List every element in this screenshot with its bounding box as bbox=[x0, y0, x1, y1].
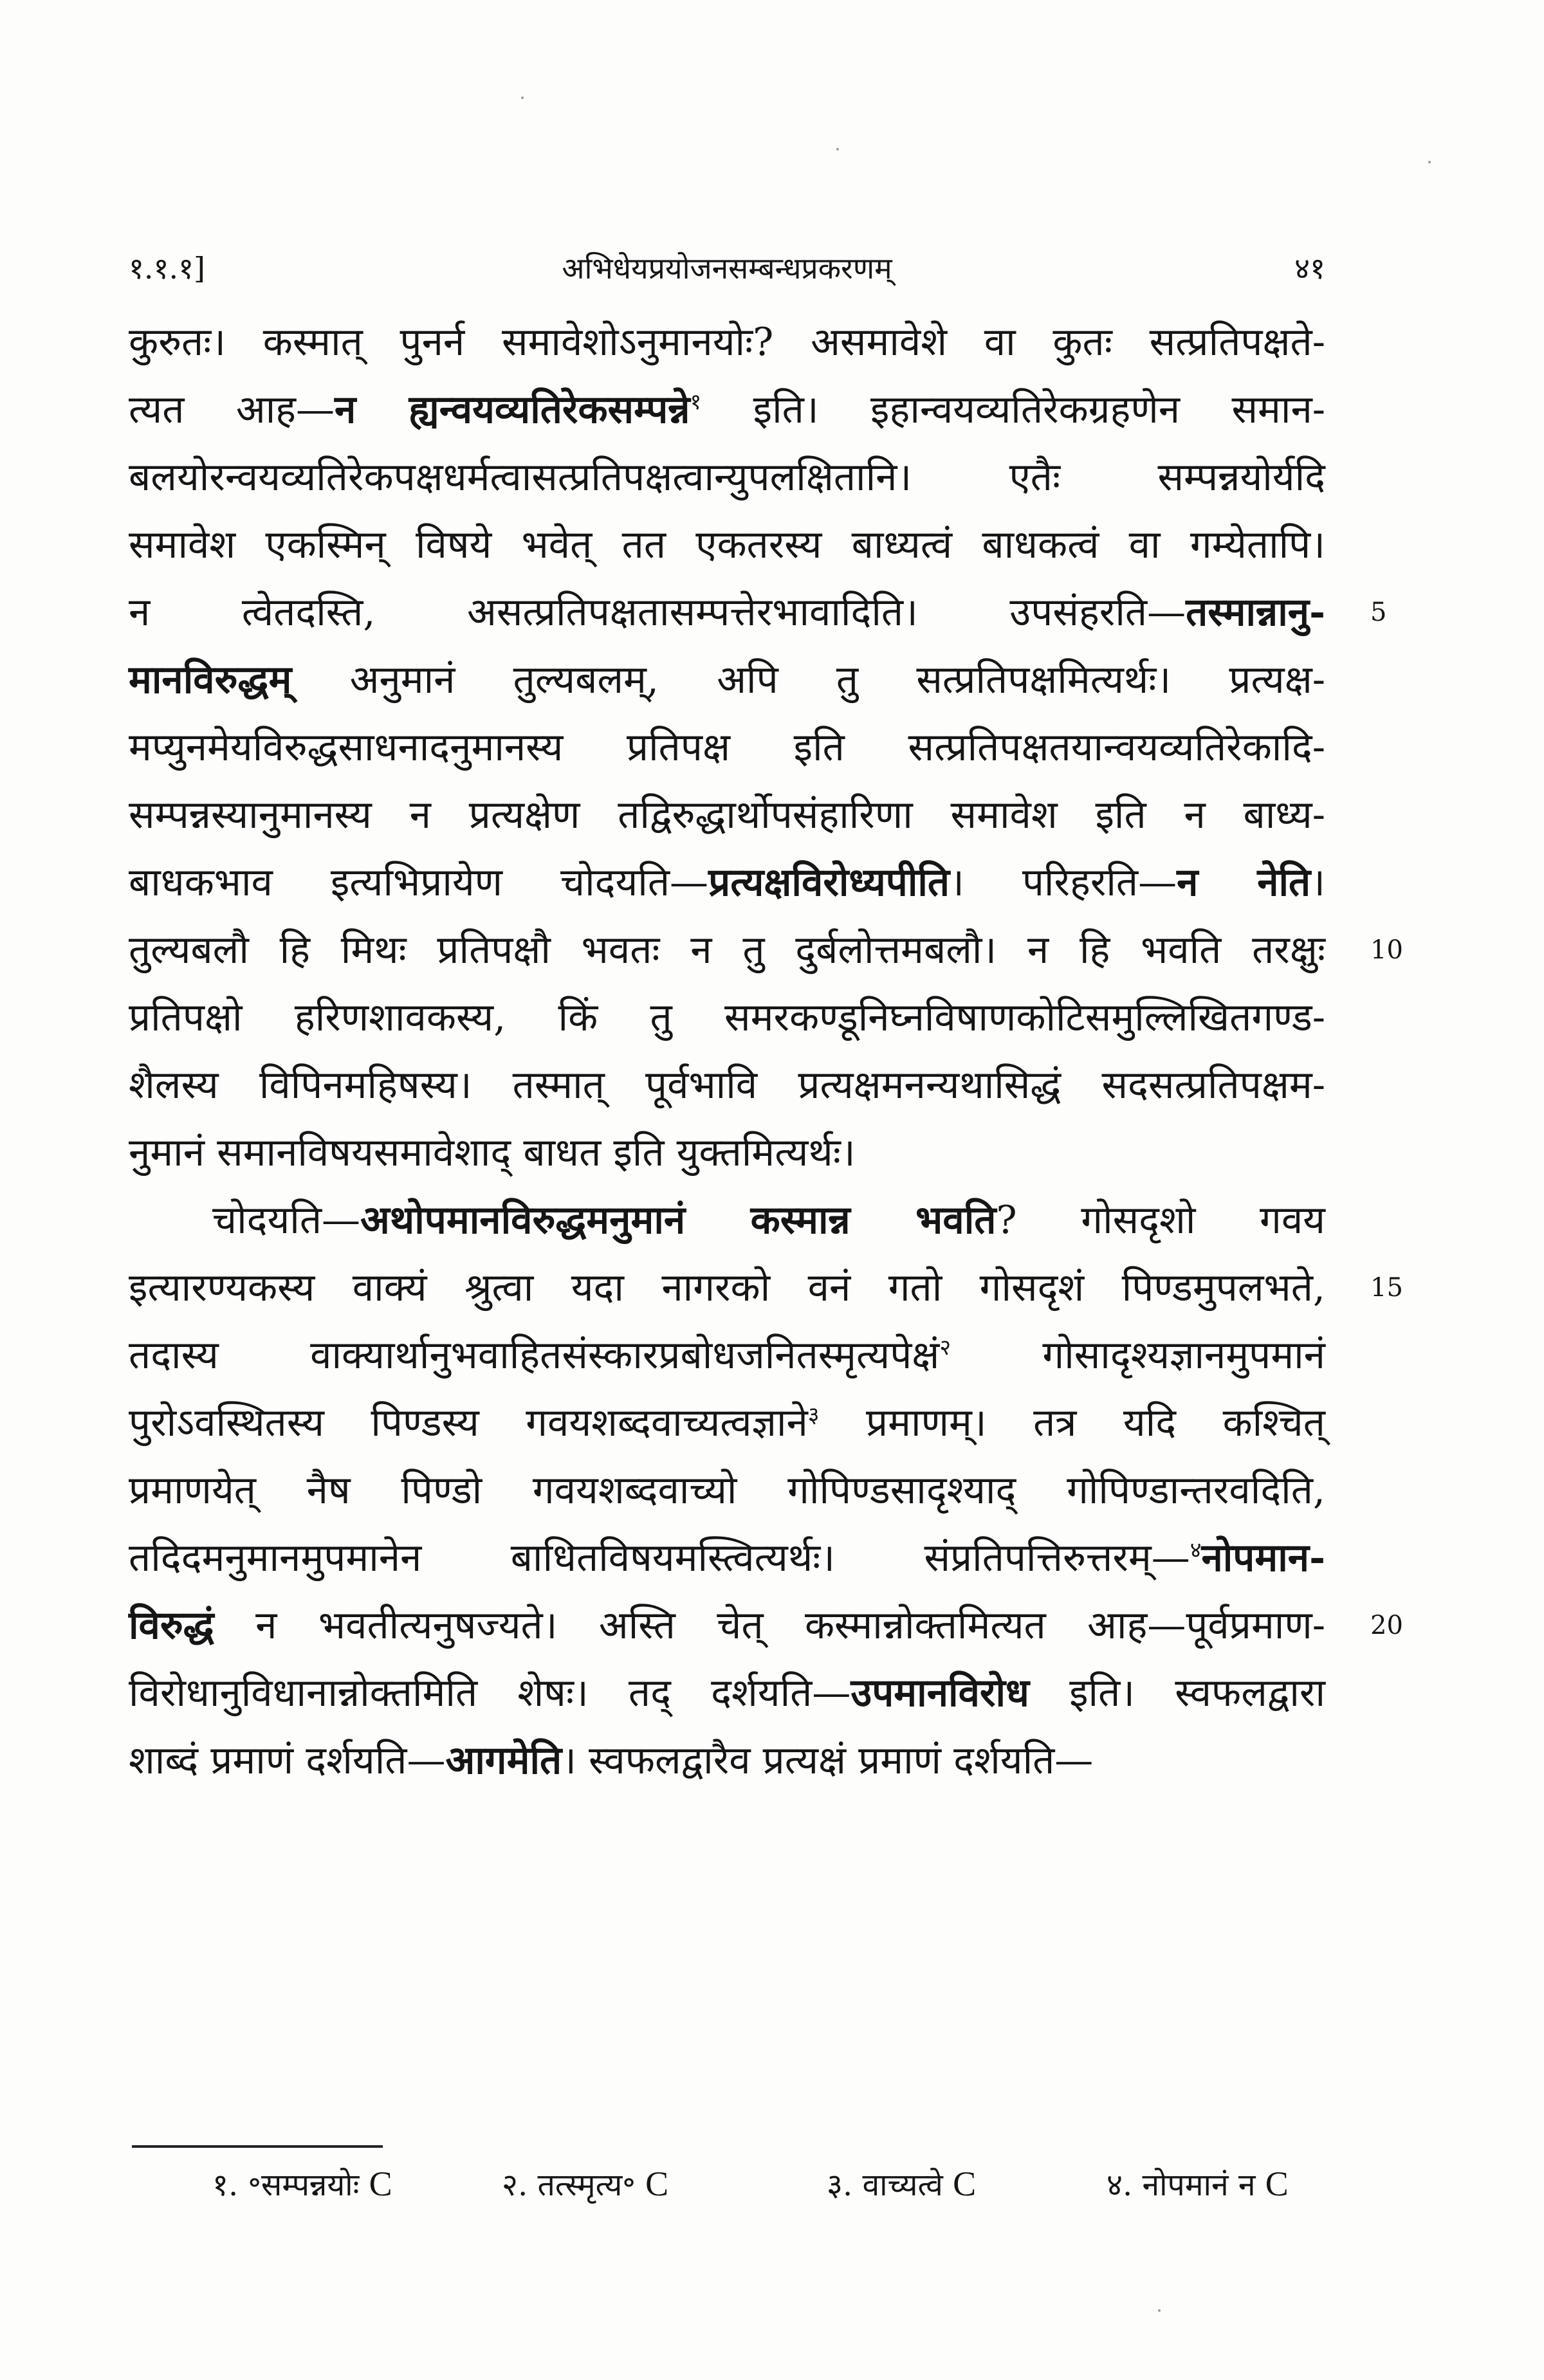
text-line bbox=[129, 1119, 1325, 1187]
bold-lemma: विरुद्धं bbox=[129, 1603, 214, 1648]
line-number-5: 5 bbox=[1370, 598, 1387, 627]
bold-lemma: उपमानविरोध bbox=[850, 1671, 1029, 1716]
text-run: इति। स्वफलद्वारा bbox=[1029, 1671, 1325, 1716]
footnote-divider bbox=[132, 2145, 383, 2148]
footnote-reading: ॰सम्पन्नयोः bbox=[248, 2167, 360, 2203]
footnote-marker: ४ bbox=[1190, 1537, 1202, 1563]
text-run: कुरुतः। कस्मात् पुनर्न समावेशोऽनुमानयोः? असमावेशे वा कुतः सत्प्रतिपक्षते- bbox=[129, 320, 1325, 365]
text-run: इति। इहान्वयव्यतिरेकग्रहणेन समान- bbox=[701, 387, 1326, 432]
footnote-4 bbox=[1107, 2158, 1289, 2211]
text-line bbox=[129, 1457, 1325, 1524]
text-line bbox=[129, 1322, 1325, 1389]
footnote-3 bbox=[827, 2158, 976, 2211]
text-run: । परिहरति— bbox=[950, 860, 1177, 905]
text-run: प्रमाणम्। तत्र यदि कश्चित् bbox=[819, 1400, 1325, 1445]
text-line bbox=[129, 1727, 1325, 1795]
bold-lemma: न ह्यन्वयव्यतिरेकसम्पन्ने bbox=[335, 387, 690, 432]
text-run: सम्पन्नस्यानुमानस्य न प्रत्यक्षेण तद्विरुद्धार्थोपसंहारिणा समावेश इति न बाध्य- bbox=[129, 792, 1325, 838]
text-run: मप्युनमेयविरुद्धसाधनादनुमानस्य प्रतिपक्ष इति सत्प्रतिपक्षतयान्वयव्यतिरेकादि- bbox=[129, 725, 1325, 770]
text-run: समावेश एकस्मिन् विषये भवेत् तत एकतरस्य बाध्यत्वं बाधकत्वं वा गम्येतापि। bbox=[129, 522, 1325, 567]
text-run: बाधकभाव इत्यभिप्रायेण चोदयति— bbox=[129, 860, 709, 905]
text-run: त्यत आह— bbox=[129, 387, 335, 432]
page-number: ४१ bbox=[1294, 251, 1325, 286]
text-run: प्रमाणयेत् नैष पिण्डो गवयशब्दवाच्यो गोपिण्डसादृश्याद् गोपिण्डान्तरवदिति, bbox=[129, 1468, 1325, 1513]
bold-lemma: आगमेति bbox=[445, 1738, 562, 1783]
bold-lemma: तस्मान्नानु- bbox=[1186, 590, 1325, 635]
bold-lemma: न नेति bbox=[1177, 860, 1311, 905]
text-run: तुल्यबलौ हि मिथः प्रतिपक्षौ भवतः न तु दुर्बलोत्तमबलौ। न हि भवति तरक्षुः bbox=[129, 928, 1325, 973]
scan-speck bbox=[836, 148, 839, 151]
footnote-number: ४. bbox=[1107, 2167, 1133, 2203]
text-run: शाब्दं प्रमाणं दर्शयति— bbox=[129, 1738, 446, 1783]
bold-lemma: नोपमान- bbox=[1201, 1535, 1325, 1580]
text-run: न भवतीत्यनुषज्यते। अस्ति चेत् कस्मान्नोक्तमित्यत आह—पूर्वप्रमाण- bbox=[214, 1603, 1325, 1648]
running-head bbox=[129, 248, 1325, 293]
line-number-20: 20 bbox=[1370, 1611, 1403, 1640]
scan-speck bbox=[1158, 2309, 1161, 2312]
text-run: गोसादृश्यज्ञानमुपमानं bbox=[951, 1333, 1325, 1378]
bold-lemma: प्रत्यक्षविरोध्यपीति bbox=[708, 860, 950, 905]
text-run: । स्वफलद्वारैव प्रत्यक्षं प्रमाणं दर्शयति— bbox=[562, 1738, 1094, 1783]
text-run: प्रतिपक्षो हरिणशावकस्य, किं तु समरकण्डूनिघ्नविषाणकोटिसमुल्लिखितगण्ड- bbox=[129, 995, 1325, 1040]
bold-lemma: अथोपमानविरुद्धमनुमानं कस्मान्न भवति bbox=[360, 1198, 997, 1243]
text-run: तदिदमनुमानमुपमानेन बाधितविषयमस्त्वित्यर्थः। संप्रतिपत्तिरुत्तरम्— bbox=[129, 1535, 1190, 1580]
text-line bbox=[129, 782, 1325, 849]
text-line bbox=[129, 984, 1325, 1052]
text-line bbox=[129, 917, 1325, 984]
text-run: चोदयति— bbox=[212, 1198, 361, 1243]
footnote-marker: २ bbox=[939, 1335, 951, 1360]
line-number-15: 15 bbox=[1370, 1273, 1403, 1303]
text-run: तदास्य वाक्यार्थानुभवाहितसंस्कारप्रबोधजनितस्मृत्यपेक्षं bbox=[129, 1333, 940, 1378]
text-run: । bbox=[1310, 860, 1325, 905]
text-line bbox=[129, 1524, 1325, 1592]
footnote-marker: ३ bbox=[807, 1402, 820, 1428]
text-line bbox=[129, 1660, 1325, 1727]
footnote-reading: वाच्यत्वे bbox=[862, 2167, 943, 2203]
text-line bbox=[129, 1187, 1325, 1254]
text-line bbox=[129, 1592, 1325, 1660]
text-line bbox=[129, 1254, 1325, 1322]
text-line bbox=[129, 376, 1325, 444]
footnote-1 bbox=[212, 2158, 392, 2211]
text-run: नुमानं समानविषयसमावेशाद् बाधत इति युक्तमित्यर्थः। bbox=[129, 1130, 856, 1175]
text-line bbox=[129, 714, 1325, 782]
line-number-10: 10 bbox=[1370, 935, 1403, 965]
footnote-marker: १ bbox=[690, 389, 702, 415]
text-line bbox=[129, 309, 1325, 376]
footnote-number: २. bbox=[502, 2167, 528, 2203]
text-line bbox=[129, 646, 1325, 714]
manuscript-siglum: C bbox=[645, 2165, 669, 2203]
text-run: न त्वेतदस्ति, असत्प्रतिपक्षतासम्पत्तेरभावादिति। उपसंहरति— bbox=[129, 590, 1186, 635]
text-line bbox=[129, 511, 1325, 579]
text-run: इत्यारण्यकस्य वाक्यं श्रुत्वा यदा नागरको वनं गतो गोसदृशं पिण्डमुपलभते, bbox=[129, 1265, 1325, 1310]
text-run: पुरोऽवस्थितस्य पिण्डस्य गवयशब्दवाच्यत्वज्ञाने bbox=[129, 1400, 808, 1445]
text-line bbox=[129, 1389, 1325, 1457]
text-run: ? गोसदृशो गवय bbox=[996, 1198, 1325, 1243]
text-run: विरोधानुविधानान्नोक्तमिति शेषः। तद् दर्शयति— bbox=[129, 1671, 851, 1716]
text-line bbox=[129, 444, 1325, 511]
footnote-reading: तत्स्मृत्य॰ bbox=[537, 2167, 636, 2203]
manuscript-siglum: C bbox=[1265, 2165, 1289, 2203]
manuscript-siglum: C bbox=[953, 2165, 977, 2203]
bold-lemma: मानविरुद्धम् bbox=[129, 657, 292, 702]
text-line bbox=[129, 1052, 1325, 1119]
text-run: अनुमानं तुल्यबलम्, अपि तु सत्प्रतिपक्षमित्यर्थः। प्रत्यक्ष- bbox=[291, 657, 1325, 702]
text-line bbox=[129, 579, 1325, 646]
commentary-text bbox=[129, 309, 1325, 1795]
footnote-2 bbox=[502, 2158, 668, 2211]
footnotes bbox=[129, 2158, 1325, 2210]
text-run: शैलस्य विपिनमहिषस्य। तस्मात् पूर्वभावि प्रत्यक्षमनन्यथासिद्धं सदसत्प्रतिपक्षम- bbox=[129, 1063, 1325, 1108]
manuscript-siglum: C bbox=[369, 2165, 392, 2203]
footnote-number: ३. bbox=[827, 2167, 853, 2203]
chapter-title: अभिधेयप्रयोजनसम्बन्धप्रकरणम् bbox=[562, 251, 892, 286]
scan-speck bbox=[1428, 161, 1431, 163]
text-run: बलयोरन्वयव्यतिरेकपक्षधर्मत्वासत्प्रतिपक्षत्वान्युपलक्षितानि। एतैः सम्पन्नयोर्यदि bbox=[129, 455, 1325, 500]
footnote-number: १. bbox=[212, 2167, 239, 2203]
text-line bbox=[129, 849, 1325, 917]
scan-speck bbox=[521, 96, 524, 99]
section-number: १.१.१] bbox=[129, 251, 205, 286]
footnote-reading: नोपमानं न bbox=[1142, 2167, 1256, 2203]
